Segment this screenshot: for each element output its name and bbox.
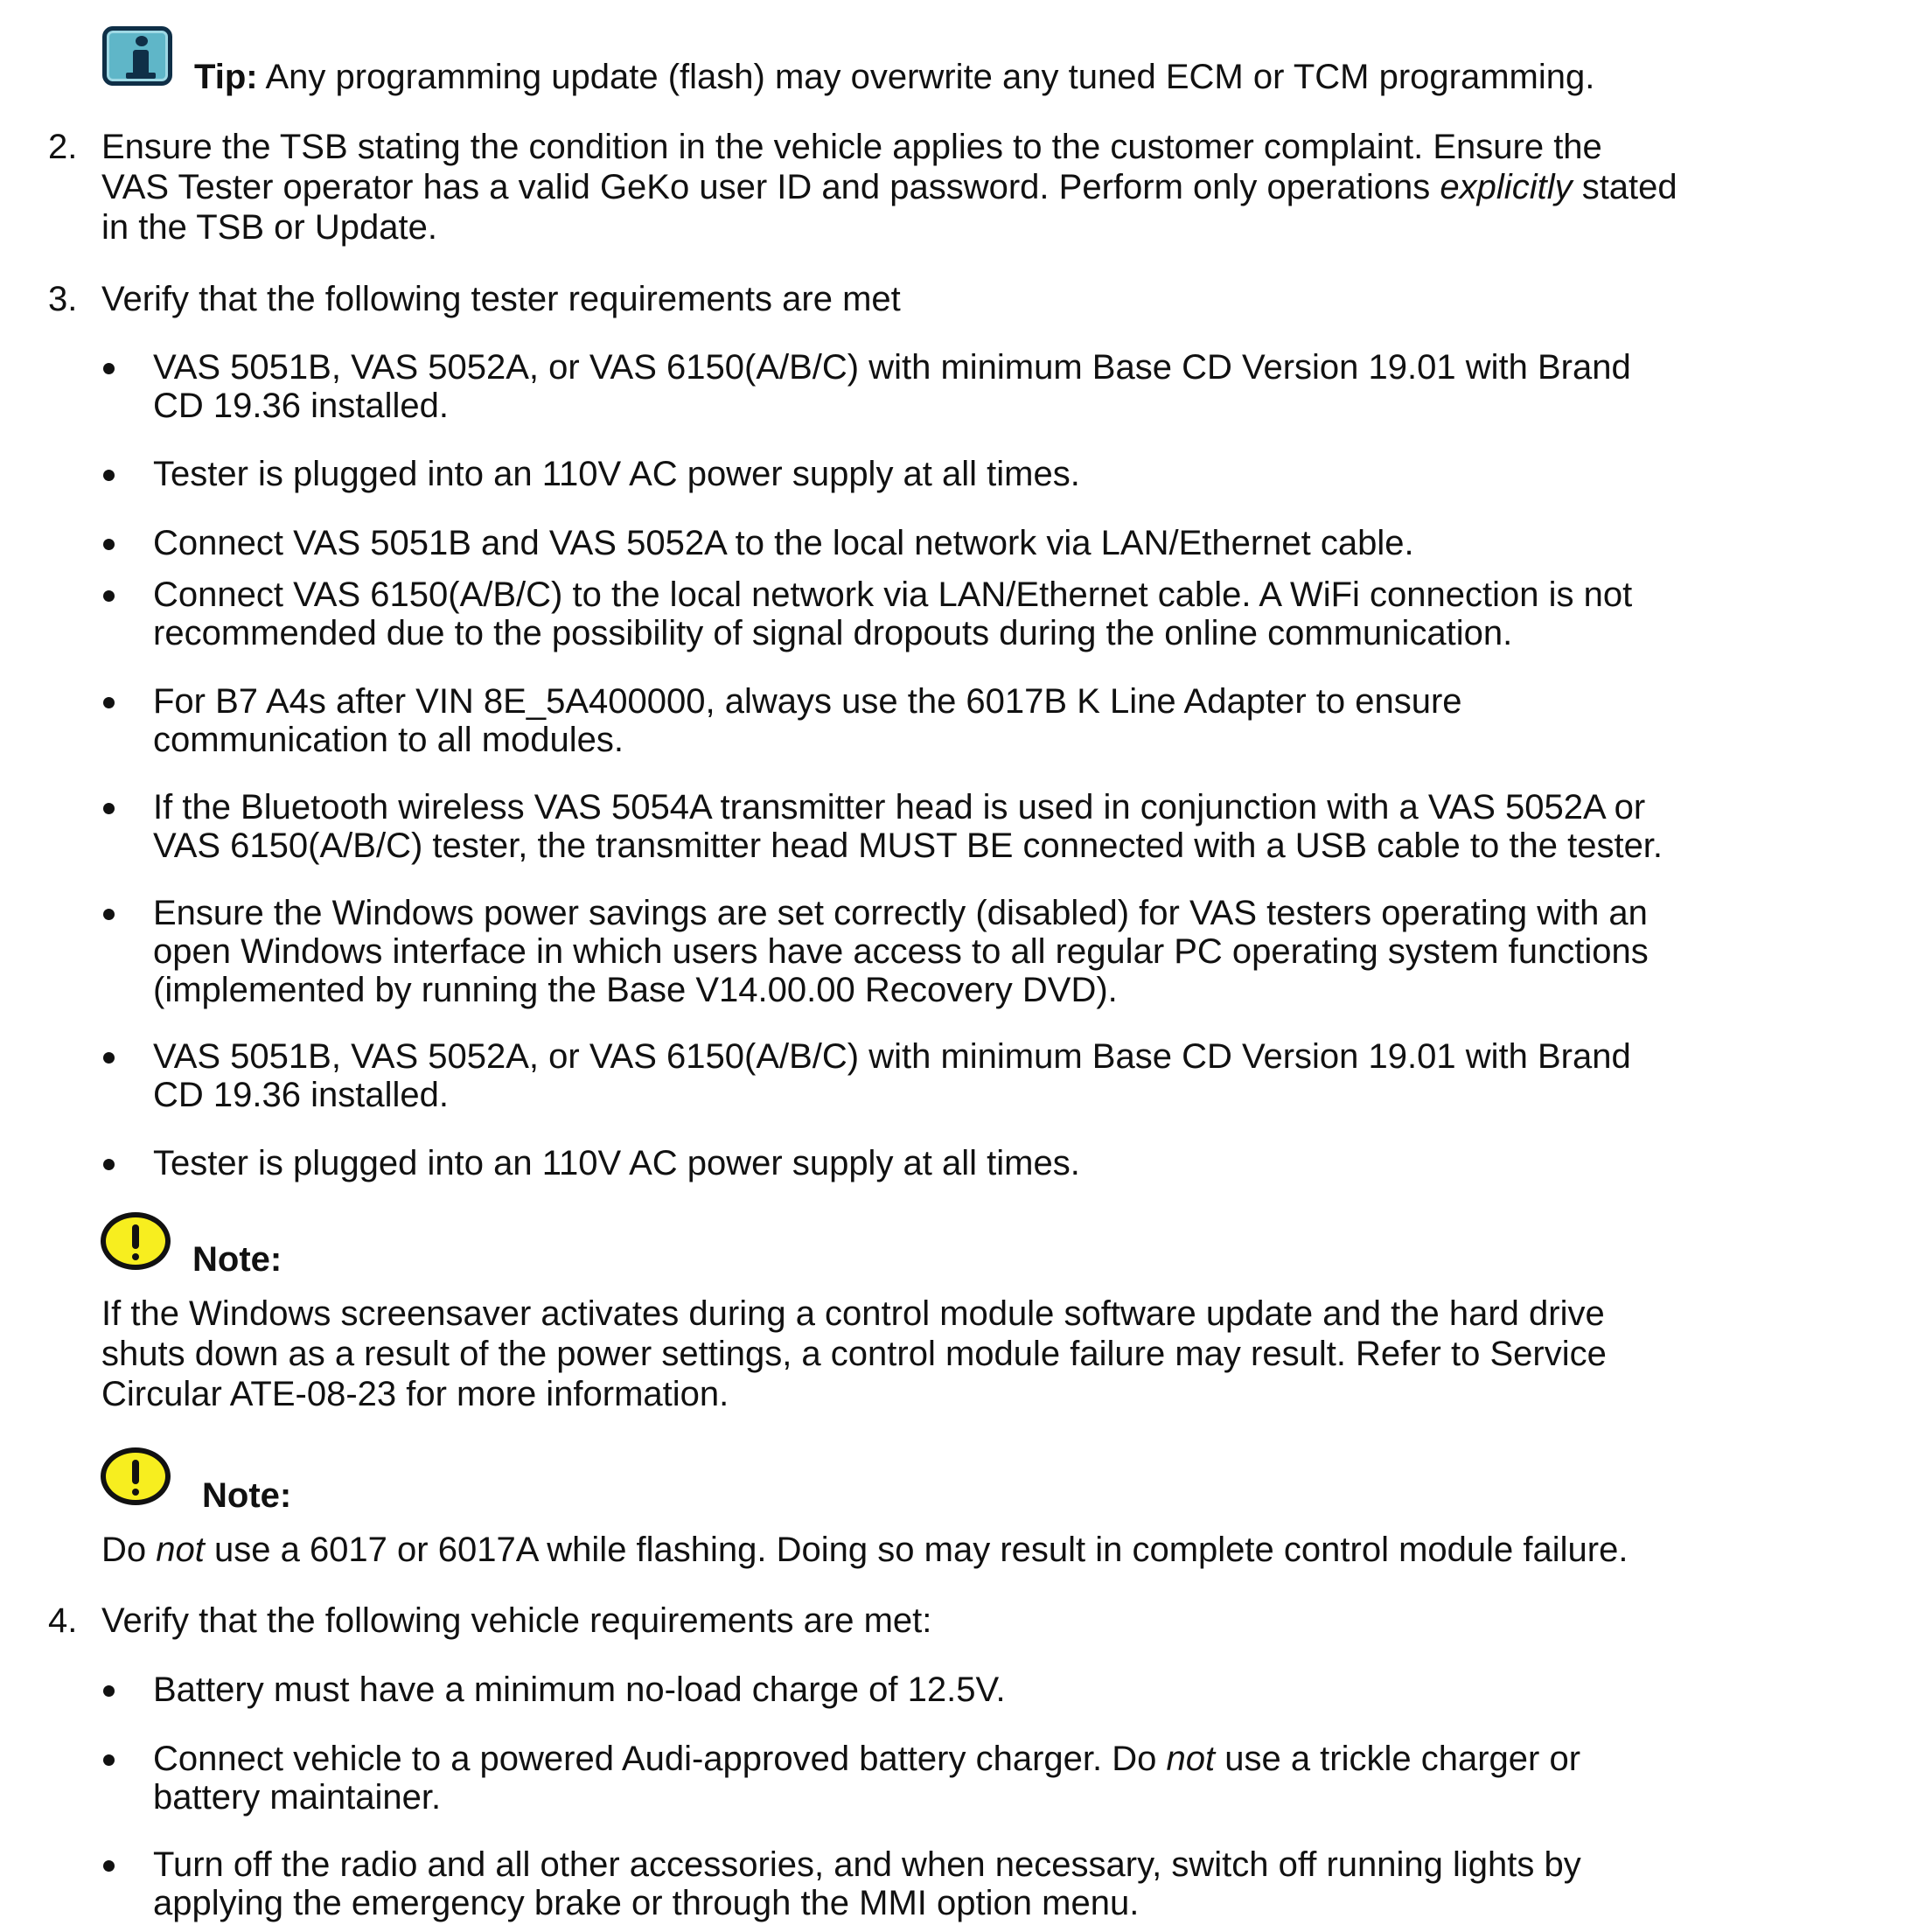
tip-text: Any programming update (flash) may overwrite any tuned ECM or TCM programming.	[257, 58, 1595, 96]
list-item: VAS 5051B, VAS 5052A, or VAS 6150(A/B/C) with minimum Base CD Version 19.01 with Brand CD 19.36 installed.	[153, 1037, 1631, 1114]
note-1-line-1: If the Windows screensaver activates during a control module software update and the hard drive	[101, 1294, 1605, 1333]
list-item: Ensure the Windows power savings are set correctly (disabled) for VAS testers operating with an open Windows interface in which users have access to all regular PC operating system functions (implemented by running the Base V14.00.00 Recovery DVD).	[153, 894, 1649, 1009]
list-item: VAS 5051B, VAS 5052A, or VAS 6150(A/B/C) with minimum Base CD Version 19.01 with Brand CD 19.36 installed.	[153, 348, 1631, 425]
bullet-dot	[103, 470, 115, 481]
bullet-dot	[103, 1860, 115, 1872]
bullet-dot	[103, 697, 115, 708]
list-item: If the Bluetooth wireless VAS 5054A transmitter head is used in conjunction with a VAS 5052A or VAS 6150(A/B/C) tester, the transmitter head MUST BE connected with a USB cable to the tester.	[153, 788, 1663, 865]
step-2-line-3: in the TSB or Update.	[101, 208, 437, 247]
bullet-dot	[103, 1685, 115, 1697]
step-2-line-2: VAS Tester operator has a valid GeKo user ID and password. Perform only operations explicitly stated	[101, 168, 1677, 206]
info-icon	[102, 26, 172, 86]
note-2-label: Note:	[202, 1476, 292, 1515]
warning-icon	[101, 1212, 171, 1270]
step-3-text: Verify that the following tester requirements are met	[101, 280, 901, 318]
tip-label: Tip:	[194, 58, 258, 96]
bullet-dot	[103, 909, 115, 920]
list-item: Battery must have a minimum no-load charge of 12.5V.	[153, 1670, 1006, 1709]
note-2-text: Do not use a 6017 or 6017A while flashing. Doing so may result in complete control module failure.	[101, 1531, 1629, 1569]
list-item: Connect VAS 5051B and VAS 5052A to the local network via LAN/Ethernet cable.	[153, 524, 1414, 562]
step-3-number: 3.	[48, 280, 78, 318]
emphasis-explicitly: explicitly	[1440, 168, 1573, 206]
note-1-line-2: shuts down as a result of the power settings, a control module failure may result. Refer to Service	[101, 1335, 1607, 1373]
note-1-label: Note:	[192, 1240, 282, 1279]
bullet-dot	[103, 803, 115, 814]
bullet-dot	[103, 1052, 115, 1064]
note-1-line-3: Circular ATE-08-23 for more information.	[101, 1375, 729, 1413]
step-4-text: Verify that the following vehicle requirements are met:	[101, 1601, 932, 1640]
emphasis-not: not	[1166, 1740, 1216, 1778]
bullet-dot	[103, 590, 115, 602]
list-item: Connect VAS 6150(A/B/C) to the local network via LAN/Ethernet cable. A WiFi connection is not recommended due to the possibility of signal dropouts during the online communication.	[153, 575, 1633, 652]
step-2-line-1: Ensure the TSB stating the condition in the vehicle applies to the customer complaint. Ensure the	[101, 128, 1602, 166]
bullet-dot	[103, 363, 115, 374]
step-4-number: 4.	[48, 1601, 78, 1640]
bullet-dot	[103, 1159, 115, 1170]
bullet-dot	[103, 539, 115, 550]
step-2-number: 2.	[48, 128, 78, 166]
list-item: Connect vehicle to a powered Audi-approved battery charger. Do not use a trickle charger or battery maintainer.	[153, 1740, 1581, 1817]
list-item: Tester is plugged into an 110V AC power supply at all times.	[153, 1144, 1080, 1182]
list-item: Turn off the radio and all other accessories, and when necessary, switch off running lights by applying the emergency brake or through the MMI option menu.	[153, 1845, 1581, 1922]
bullet-dot	[103, 1754, 115, 1766]
tip-line	[194, 58, 1594, 96]
list-item: Tester is plugged into an 110V AC power supply at all times.	[153, 455, 1080, 493]
list-item: For B7 A4s after VIN 8E_5A400000, always use the 6017B K Line Adapter to ensure communication to all modules.	[153, 682, 1462, 759]
warning-icon	[101, 1447, 171, 1505]
emphasis-not: not	[156, 1531, 205, 1569]
